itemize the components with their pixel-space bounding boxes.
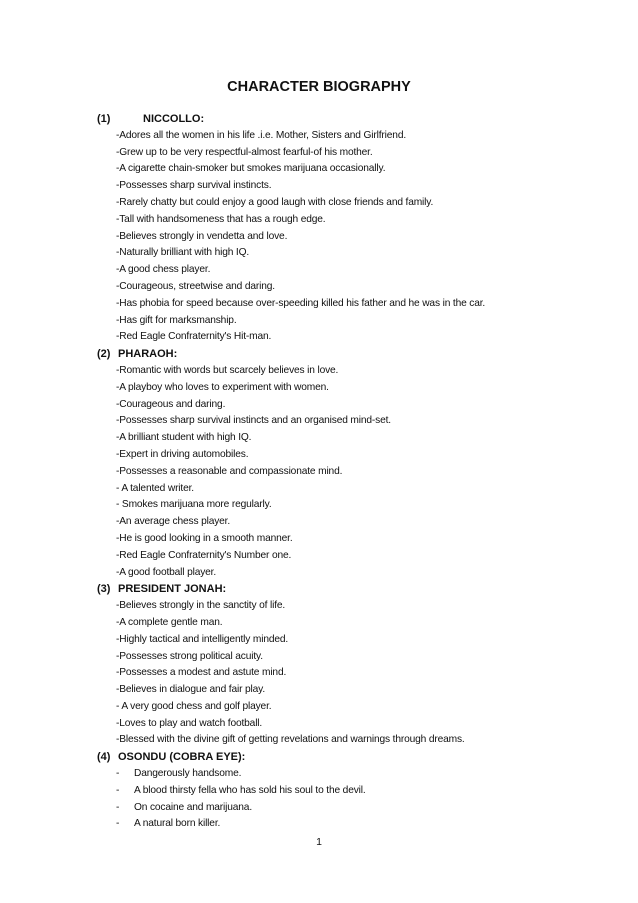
character-name: NICCOLLO: [143, 113, 205, 125]
trait-line: - A very good chess and golf player. [116, 700, 272, 712]
trait-line: -Possesses a modest and astute mind. [116, 667, 287, 679]
trait-line: - A talented writer. [116, 482, 194, 494]
trait-line: -Grew up to be very respectful-almost fearful-of his mother. [116, 146, 373, 158]
section-number: (1) [97, 113, 111, 125]
trait-line: -An average chess player. [116, 516, 231, 528]
page-number: 1 [316, 836, 322, 848]
trait-line: -Highly tactical and intelligently minded. [116, 633, 289, 645]
section-number: (3) [97, 583, 111, 596]
dash-bullet: - [116, 801, 120, 813]
trait-line: -Romantic with words but scarcely believes in love. [116, 364, 339, 376]
trait-text: Dangerously handsome. [134, 768, 242, 780]
trait-line: -Red Eagle Confraternity's Hit-man. [116, 331, 272, 343]
trait-line: -Possesses sharp survival instincts and an organised mind-set. [116, 415, 391, 427]
trait-line: -A playboy who loves to experiment with women. [116, 381, 329, 393]
section-heading [97, 581, 598, 598]
section-osondu [97, 749, 598, 833]
trait-line: -Loves to play and watch football. [116, 717, 263, 729]
trait-text: A blood thirsty fella who has sold his soul to the devil. [134, 784, 366, 796]
trait-line: -Red Eagle Confraternity's Number one. [116, 549, 292, 561]
trait-line [97, 766, 598, 783]
trait-text: On cocaine and marijuana. [134, 801, 253, 813]
trait-line: -Possesses a reasonable and compassionate mind. [116, 465, 343, 477]
character-name: PRESIDENT JONAH: [118, 583, 227, 596]
trait-line: -Naturally brilliant with high IQ. [116, 247, 250, 259]
trait-line [97, 783, 598, 800]
trait-line [97, 816, 598, 833]
trait-line: -He is good looking in a smooth manner. [116, 532, 293, 544]
trait-line: -Courageous and daring. [116, 398, 226, 410]
trait-line: -Rarely chatty but could enjoy a good laugh with close friends and family. [116, 196, 434, 208]
trait-line: -Expert in driving automobiles. [116, 448, 249, 460]
document-title: CHARACTER BIOGRAPHY [227, 79, 411, 95]
trait-line: -A brilliant student with high IQ. [116, 432, 252, 444]
trait-line: -A complete gentle man. [116, 616, 223, 628]
section-heading [97, 111, 598, 128]
document-body [97, 111, 598, 833]
trait-line: -Blessed with the divine gift of getting revelations and warnings through dreams. [116, 734, 465, 746]
dash-bullet: - [116, 768, 120, 780]
trait-line [97, 800, 598, 817]
trait-line: -Has phobia for speed because over-speeding killed his father and he was in the car. [116, 297, 486, 309]
dash-bullet: - [116, 784, 120, 796]
section-niccollo [97, 111, 598, 346]
dash-bullet: - [116, 818, 120, 830]
section-heading [97, 749, 598, 766]
character-name: PHARAOH: [118, 348, 178, 361]
trait-text: A natural born killer. [134, 818, 221, 830]
trait-line: - Smokes marijuana more regularly. [116, 499, 272, 511]
trait-line: -Courageous, streetwise and daring. [116, 280, 275, 292]
character-name: OSONDU (COBRA EYE): [118, 751, 246, 764]
trait-line: -Believes in dialogue and fair play. [116, 684, 266, 696]
section-number: (4) [97, 751, 111, 764]
trait-line: -A good chess player. [116, 264, 211, 276]
trait-line: -Believes strongly in vendetta and love. [116, 230, 288, 242]
trait-line: -A cigarette chain-smoker but smokes marijuana occasionally. [116, 163, 386, 175]
trait-line: -Adores all the women in his life .i.e. Mother, Sisters and Girlfriend. [116, 129, 407, 141]
section-president-jonah [97, 581, 598, 749]
trait-line: -Has gift for marksmanship. [116, 314, 237, 326]
trait-line: -Possesses strong political acuity. [116, 650, 263, 662]
section-number: (2) [97, 348, 111, 361]
trait-line: -Believes strongly in the sanctity of life. [116, 600, 286, 612]
section-heading [97, 346, 598, 363]
trait-line: -Tall with handsomeness that has a rough edge. [116, 213, 326, 225]
trait-line: -A good football player. [116, 566, 217, 578]
trait-line: -Possesses sharp survival instincts. [116, 180, 272, 192]
section-pharaoh [97, 346, 598, 581]
